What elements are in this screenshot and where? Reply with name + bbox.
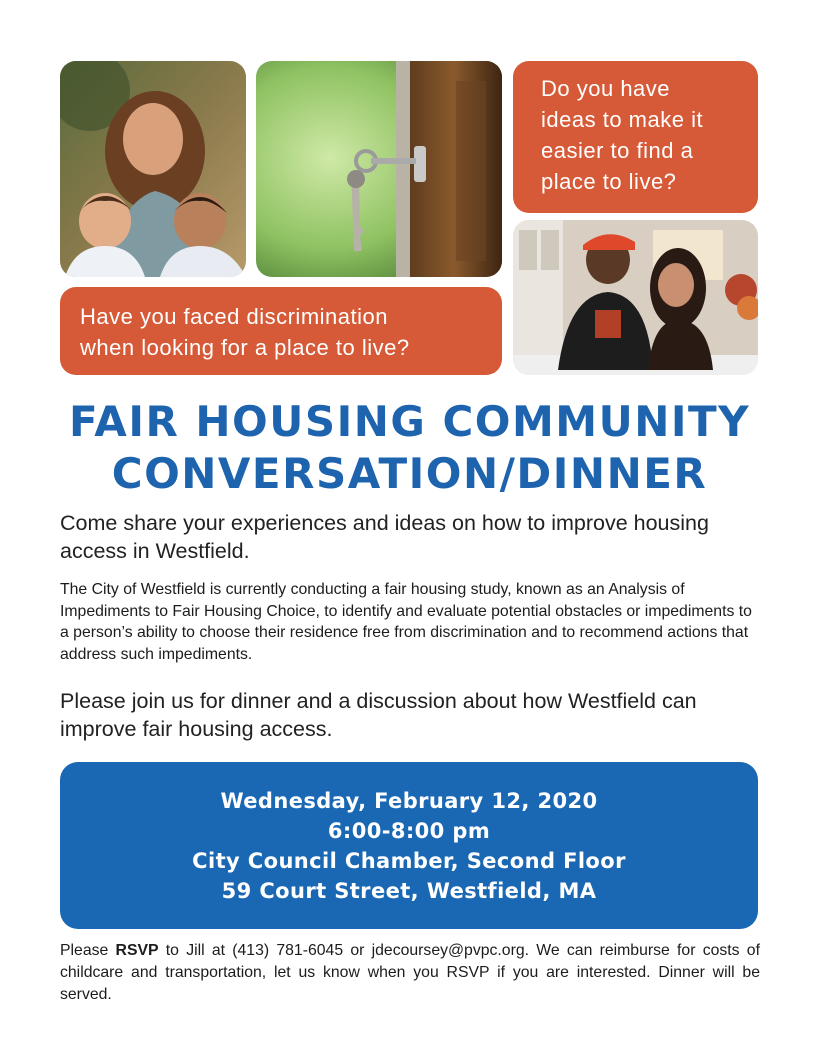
ideas-callout-line-2: ideas to make it bbox=[541, 107, 704, 132]
rsvp-details[interactable]: to Jill at (413) 781-6045 or jdecoursey@pvpc.org. We can reimburse for costs of childcare and transportation, let us know when you RSVP if you are interested. Dinner will be served. bbox=[60, 942, 760, 1003]
event-address: 59 Court Street, Westfield, MA bbox=[221, 879, 597, 903]
rsvp-paragraph bbox=[60, 940, 760, 1006]
ideas-callout bbox=[513, 61, 758, 213]
couple-photo bbox=[513, 220, 758, 375]
headline-line-2: CONVERSATION/DINNER bbox=[111, 449, 708, 498]
keys-photo bbox=[256, 61, 502, 277]
study-paragraph: The City of Westfield is currently conducting a fair housing study, known as an Analysis of Impediments to Fair Housing Choice, to identify and evaluate potential obstacles or impediments to a person’s ability to choose their residence free from discrimination and to recommend actions that address such impediments. bbox=[60, 581, 752, 663]
intro-text: Come share your experiences and ideas on how to improve housing access in Westfield. bbox=[60, 511, 709, 563]
rsvp-label: RSVP bbox=[115, 942, 159, 959]
ideas-callout-line-4: place to live? bbox=[541, 169, 677, 194]
event-date: Wednesday, February 12, 2020 bbox=[220, 789, 598, 813]
discrimination-callout-line-2: when looking for a place to live? bbox=[80, 335, 410, 360]
ideas-callout-line-1: Do you have bbox=[541, 76, 671, 101]
rsvp-prefix: Please bbox=[60, 942, 116, 959]
discrimination-callout-line-1: Have you faced discrimination bbox=[80, 304, 388, 329]
ideas-callout-line-3: easier to find a bbox=[541, 138, 694, 163]
discrimination-callout bbox=[60, 287, 502, 375]
event-venue: City Council Chamber, Second Floor bbox=[192, 849, 626, 873]
invite-text: Please join us for dinner and a discussion about how Westfield can improve fair housing access. bbox=[60, 689, 697, 741]
family-photo bbox=[60, 61, 246, 277]
headline-line-1: FAIR HOUSING COMMUNITY bbox=[68, 397, 751, 446]
event-details-box bbox=[60, 762, 758, 929]
event-time: 6:00-8:00 pm bbox=[327, 819, 491, 843]
